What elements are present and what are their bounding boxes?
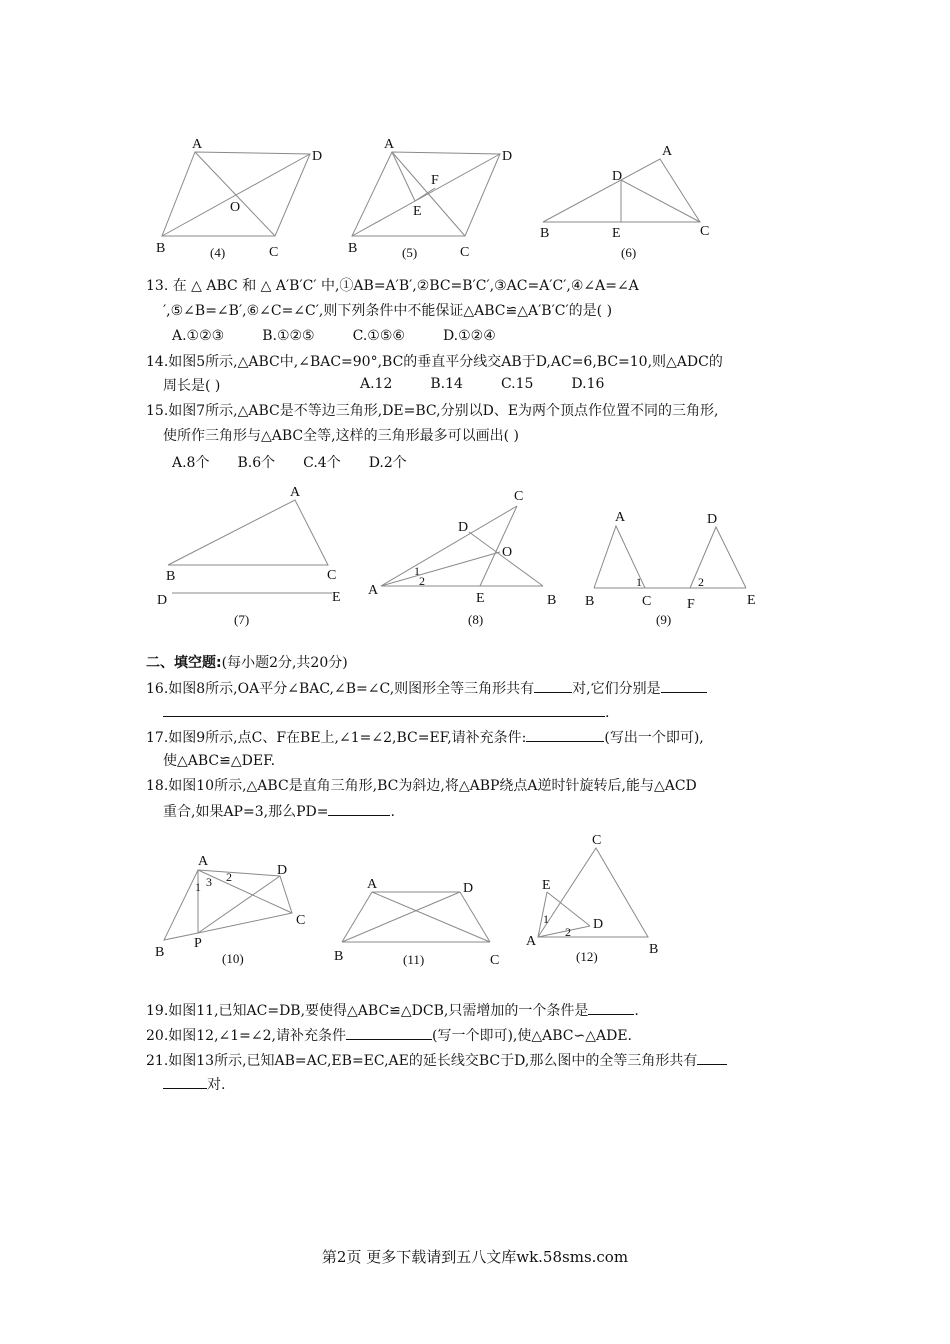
label-D: D	[463, 881, 474, 896]
label-C: C	[642, 594, 652, 609]
figure-11-caption: (11)	[403, 952, 425, 967]
q19-blank[interactable]	[588, 1000, 634, 1015]
label-D: D	[312, 149, 323, 164]
figure-4	[150, 130, 330, 265]
label-D: D	[502, 149, 513, 164]
label-C: C	[490, 953, 500, 968]
q17-line1	[146, 727, 704, 748]
q16-blank-pairs[interactable]	[661, 678, 707, 693]
q17-blank[interactable]	[526, 727, 604, 742]
q13-line1: 13. 在 △ ABC 和 △ A′B′C′ 中,①AB=A′B′,②BC=B′C′,③AC=A′C′,④∠A=∠A	[146, 278, 639, 294]
section-2-title: 二、填空题:	[146, 655, 222, 671]
label-O: O	[230, 200, 241, 215]
label-B: B	[156, 241, 166, 256]
figure-8	[365, 482, 575, 632]
figure-10	[150, 848, 325, 973]
angle-1: 1	[543, 912, 549, 926]
label-A: A	[526, 934, 537, 949]
q15-option-d: D.2个	[368, 455, 407, 471]
label-A: A	[615, 510, 626, 525]
label-A: A	[367, 877, 378, 892]
q15-options	[172, 452, 445, 472]
q14-option-a: A.12	[360, 376, 393, 392]
q16-text-b: 对,它们分别是	[572, 681, 661, 697]
angle-2: 2	[698, 575, 704, 589]
label-A: A	[384, 137, 395, 152]
label-D: D	[157, 593, 168, 608]
q17-text-b: (写出一个即可),	[604, 730, 704, 746]
section-2-note: (每小题2分,共20分)	[221, 655, 348, 671]
label-D: D	[277, 863, 288, 878]
label-A: A	[368, 583, 379, 598]
q20-text-a: 20.如图12,∠1=∠2,请补充条件	[146, 1028, 346, 1044]
q19-line	[146, 1000, 639, 1021]
figure-10-caption: (10)	[222, 951, 244, 966]
angle-1: 1	[636, 575, 642, 589]
q21-line1	[146, 1050, 727, 1071]
figure-5	[340, 130, 520, 265]
label-C: C	[514, 489, 524, 504]
q16-blank-count[interactable]	[534, 678, 572, 693]
label-B: B	[649, 942, 659, 957]
label-A: A	[290, 485, 301, 500]
label-D: D	[593, 917, 604, 932]
q17-line2: 使△ABC≌△DEF.	[163, 753, 276, 769]
angle-3: 3	[206, 875, 212, 889]
q14-options	[360, 376, 642, 392]
q16-line1	[146, 678, 707, 699]
q18-blank[interactable]	[328, 801, 390, 816]
label-B: B	[334, 949, 344, 964]
q16-blank-continued[interactable]	[163, 702, 605, 717]
q14-line1: 14.如图5所示,△ABC中,∠BAC=90°,BC的垂直平分线交AB于D,AC=6,BC=10,则△ADC的	[146, 354, 723, 370]
q15-option-b: B.6个	[237, 455, 276, 471]
label-C: C	[592, 833, 602, 848]
label-P: P	[194, 936, 202, 951]
label-B: B	[155, 945, 165, 960]
q17-text-a: 17.如图9所示,点C、F在BE上,∠1=∠2,BC=EF,请补充条件:	[146, 730, 527, 746]
label-C: C	[269, 245, 279, 260]
figure-7-caption: (7)	[234, 612, 250, 627]
label-D: D	[707, 512, 718, 527]
label-C: C	[700, 224, 710, 239]
label-F: F	[687, 597, 695, 612]
label-B: B	[547, 593, 557, 608]
angle-2: 2	[419, 574, 425, 588]
q21-text-a: 21.如图13所示,已知AB=AC,EB=EC,AE的延长线交BC于D,那么图中的全等三角形共有	[146, 1053, 698, 1069]
figure-9-caption: (9)	[656, 612, 672, 627]
q13-options	[172, 328, 534, 344]
angle-1: 1	[414, 564, 420, 578]
q15-option-c: C.4个	[303, 455, 341, 471]
label-E: E	[332, 590, 341, 605]
q15-line2: 使所作三角形与△ABC全等,这样的三角形最多可以画出( )	[163, 428, 519, 444]
angle-1: 1	[195, 880, 201, 894]
figure-12	[520, 826, 700, 971]
q16-end: .	[605, 705, 610, 721]
label-C: C	[327, 568, 337, 583]
q15-line1: 15.如图7所示,△ABC是不等边三角形,DE=BC,分别以D、E为两个顶点作位置不同的三角形,	[146, 403, 719, 419]
q20-text-b: (写一个即可),使△ABC∽△ADE.	[432, 1028, 633, 1044]
q18-text-a: 重合,如果AP=3,那么PD=	[163, 804, 329, 820]
q13-option-b: B.①②⑤	[262, 328, 315, 344]
figure-6	[535, 135, 725, 265]
label-A: A	[662, 144, 673, 159]
label-B: B	[540, 226, 550, 241]
label-E: E	[476, 591, 485, 606]
label-E: E	[542, 878, 551, 893]
section-2-heading	[146, 652, 348, 672]
label-C: C	[460, 245, 470, 260]
q18-line1: 18.如图10所示,△ABC是直角三角形,BC为斜边,将△ABP绕点A逆时针旋转后,能与△ACD	[146, 778, 697, 794]
q14-option-c: C.15	[500, 376, 534, 392]
label-E: E	[413, 204, 422, 219]
label-E: E	[747, 593, 756, 608]
label-D: D	[458, 520, 469, 535]
figure-12-caption: (12)	[576, 949, 598, 964]
label-D: D	[612, 169, 623, 184]
q16-text-a: 16.如图8所示,OA平分∠BAC,∠B=∠C,则图形全等三角形共有	[146, 681, 535, 697]
label-E: E	[612, 226, 621, 241]
q13-option-c: C.①⑤⑥	[352, 328, 405, 344]
q14-option-d: D.16	[571, 376, 605, 392]
q21-blank-b[interactable]	[163, 1074, 207, 1089]
figure-6-caption: (6)	[621, 245, 637, 260]
figure-4-caption: (4)	[210, 245, 226, 260]
angle-2: 2	[226, 870, 232, 884]
q20-blank[interactable]	[346, 1025, 432, 1040]
label-O: O	[502, 545, 513, 560]
q21-text-b: 对.	[207, 1077, 226, 1093]
label-A: A	[198, 854, 209, 869]
q13-line2: ′,⑤∠B=∠B′,⑥∠C=∠C′,则下列条件中不能保证△ABC≌△A′B′C′的是( )	[163, 303, 613, 319]
label-C: C	[296, 913, 306, 928]
q19-text-a: 19.如图11,已知AC=DB,要使得△ABC≌△DCB,只需增加的一个条件是	[146, 1003, 589, 1019]
q14-line2: 周长是( )	[163, 378, 221, 394]
figure-9	[578, 500, 778, 635]
page-footer: 第2页 更多下载请到五八文库wk.58sms.com	[321, 1248, 629, 1266]
figure-5-caption: (5)	[402, 245, 418, 260]
q18-text-b: .	[390, 804, 395, 820]
label-A: A	[192, 137, 203, 152]
q21-line2	[163, 1074, 225, 1095]
q13-option-d: D.①②④	[442, 328, 496, 344]
angle-2: 2	[565, 925, 571, 939]
q14-option-b: B.14	[430, 376, 463, 392]
figure-8-caption: (8)	[468, 612, 484, 627]
label-B: B	[348, 241, 358, 256]
label-B: B	[585, 594, 595, 609]
q21-blank-a[interactable]	[697, 1050, 727, 1065]
q13-option-a: A.①②③	[172, 328, 225, 344]
q15-option-a: A.8个	[172, 455, 210, 471]
q20-line	[146, 1025, 632, 1046]
figure-7	[150, 482, 360, 632]
q16-line2	[163, 702, 609, 723]
label-F: F	[431, 173, 439, 188]
q19-text-b: .	[634, 1003, 639, 1019]
figure-11	[330, 868, 505, 973]
label-B: B	[166, 569, 176, 584]
q18-line2	[163, 801, 395, 822]
